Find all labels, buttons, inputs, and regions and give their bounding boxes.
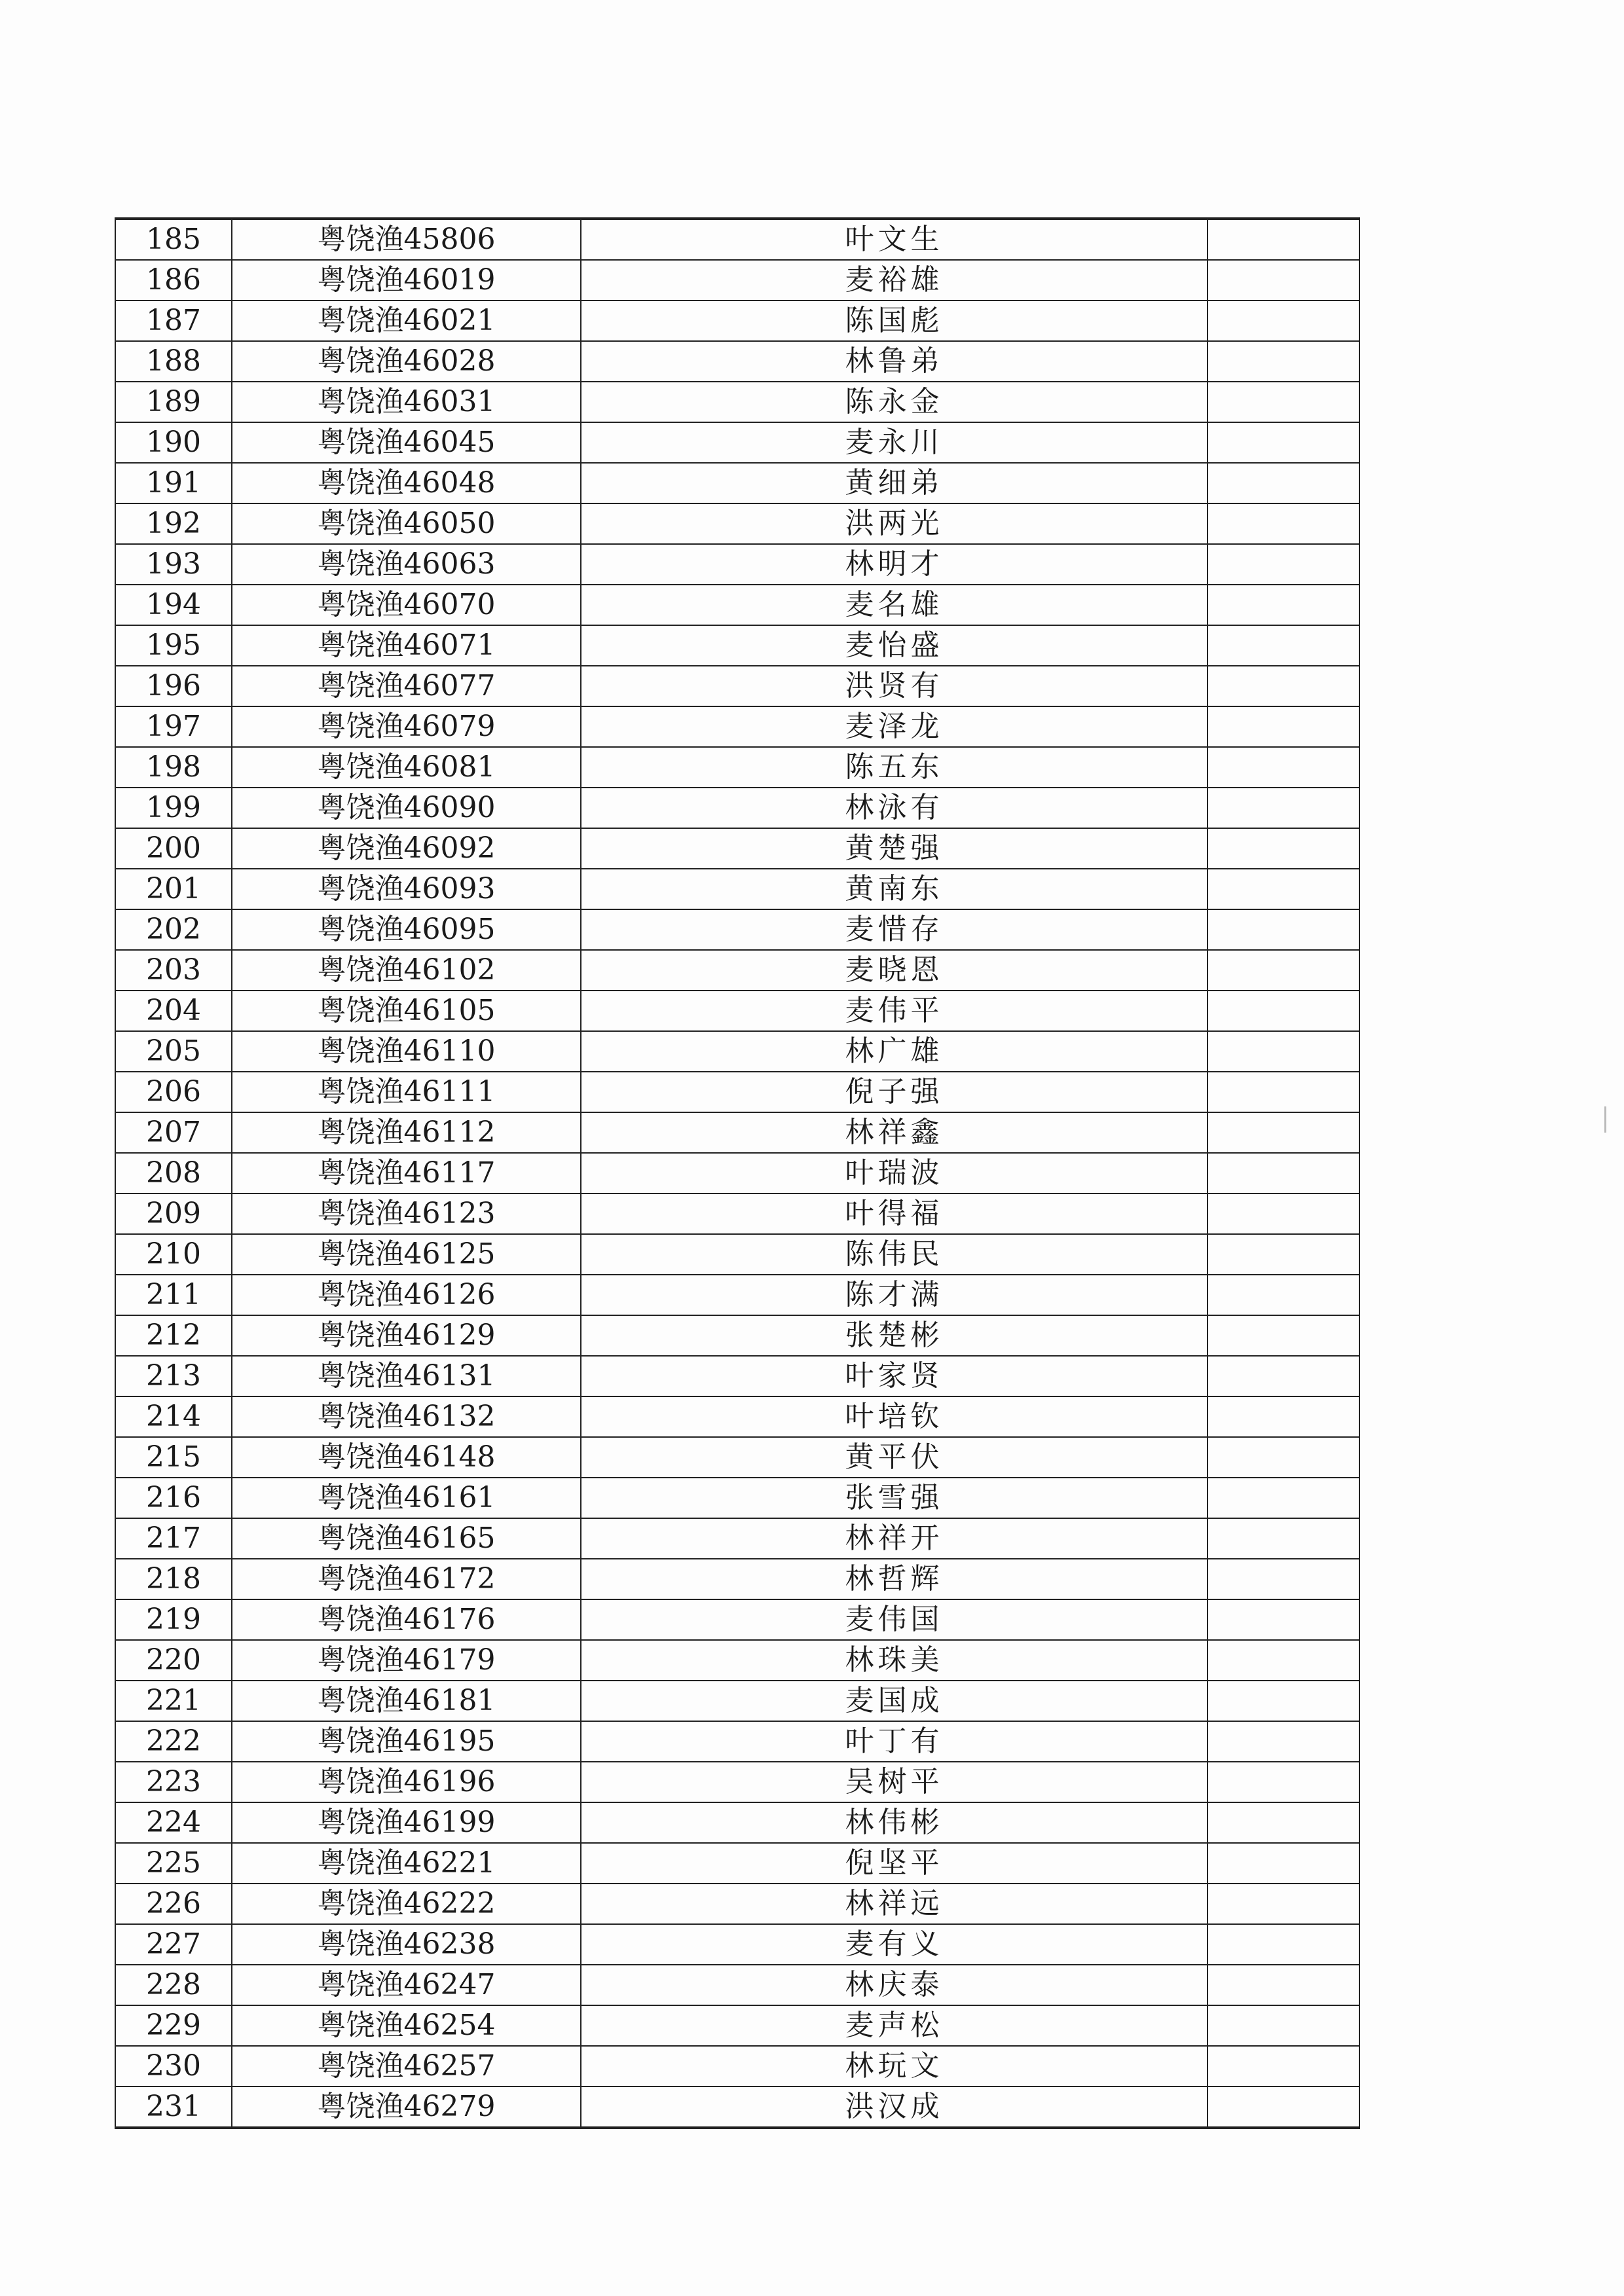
owner-name-text: 林泳有 — [845, 791, 944, 824]
seq-number-cell: 189 — [115, 382, 232, 422]
boat-number-cell: 粤饶渔46071 — [232, 625, 581, 666]
owner-name-cell — [581, 909, 1208, 950]
seq-number-cell: 205 — [115, 1031, 232, 1072]
owner-name-cell — [581, 1843, 1208, 1884]
owner-name-cell — [581, 869, 1208, 909]
remarks-cell — [1208, 1112, 1359, 1153]
seq-number-cell: 199 — [115, 788, 232, 828]
seq-number-cell: 193 — [115, 544, 232, 585]
seq-number-cell: 204 — [115, 991, 232, 1031]
owner-name-cell — [581, 1518, 1208, 1559]
owner-name-text: 黄南东 — [845, 872, 944, 905]
table-row — [115, 950, 1359, 991]
remarks-cell — [1208, 585, 1359, 625]
owner-name-cell — [581, 1194, 1208, 1234]
seq-number-cell: 196 — [115, 666, 232, 706]
remarks-cell — [1208, 1072, 1359, 1112]
table-row — [115, 503, 1359, 544]
owner-name-cell — [581, 1072, 1208, 1112]
table-row — [115, 1518, 1359, 1559]
owner-name-text: 黄楚强 — [845, 831, 944, 865]
owner-name-cell — [581, 1721, 1208, 1762]
owner-name-text: 张雪强 — [845, 1481, 944, 1514]
owner-name-text: 林明才 — [845, 547, 944, 581]
owner-name-text: 叶家贤 — [845, 1359, 944, 1393]
table-row — [115, 869, 1359, 909]
table-row — [115, 1112, 1359, 1153]
remarks-cell — [1208, 1315, 1359, 1356]
boat-number-cell: 粤饶渔46110 — [232, 1031, 581, 1072]
boat-number-cell: 粤饶渔46179 — [232, 1640, 581, 1681]
seq-number-cell: 231 — [115, 2086, 232, 2128]
owner-name-cell — [581, 422, 1208, 463]
remarks-cell — [1208, 260, 1359, 301]
seq-number-cell: 198 — [115, 747, 232, 788]
owner-name-text: 陈才满 — [845, 1278, 944, 1311]
boat-number-cell: 粤饶渔45806 — [232, 219, 581, 260]
scan-edge-mark — [1604, 1106, 1606, 1133]
boat-number-cell: 粤饶渔46131 — [232, 1356, 581, 1396]
remarks-cell — [1208, 1194, 1359, 1234]
owner-name-text: 麦晓恩 — [845, 953, 944, 987]
owner-name-text: 麦有义 — [845, 1927, 944, 1961]
owner-name-text: 麦伟平 — [845, 994, 944, 1027]
owner-name-text: 林鲁弟 — [845, 344, 944, 378]
seq-number-cell: 221 — [115, 1681, 232, 1721]
owner-name-cell — [581, 1031, 1208, 1072]
boat-number-cell: 粤饶渔46176 — [232, 1599, 581, 1640]
boat-number-cell: 粤饶渔46081 — [232, 747, 581, 788]
owner-name-text: 麦泽龙 — [845, 710, 944, 743]
owner-name-cell — [581, 1965, 1208, 2005]
remarks-cell — [1208, 788, 1359, 828]
boat-number-cell: 粤饶渔46095 — [232, 909, 581, 950]
owner-name-text: 林伟彬 — [845, 1806, 944, 1839]
table-row — [115, 1559, 1359, 1599]
boat-number-cell: 粤饶渔46126 — [232, 1275, 581, 1315]
owner-name-cell — [581, 1112, 1208, 1153]
owner-name-cell — [581, 544, 1208, 585]
remarks-cell — [1208, 1802, 1359, 1843]
table-row — [115, 585, 1359, 625]
table-row — [115, 991, 1359, 1031]
owner-name-cell — [581, 1153, 1208, 1194]
owner-name-cell — [581, 1762, 1208, 1802]
boat-number-cell: 粤饶渔46019 — [232, 260, 581, 301]
owner-name-text: 黄平伏 — [845, 1440, 944, 1474]
table-row — [115, 341, 1359, 382]
boat-number-cell: 粤饶渔46070 — [232, 585, 581, 625]
owner-name-text: 林祥鑫 — [845, 1116, 944, 1149]
remarks-cell — [1208, 747, 1359, 788]
owner-name-text: 张楚彬 — [845, 1319, 944, 1352]
fishing-boat-roster-table — [115, 217, 1360, 2129]
seq-number-cell: 213 — [115, 1356, 232, 1396]
boat-number-cell: 粤饶渔46077 — [232, 666, 581, 706]
owner-name-cell — [581, 1478, 1208, 1518]
boat-number-cell: 粤饶渔46031 — [232, 382, 581, 422]
seq-number-cell: 185 — [115, 219, 232, 260]
owner-name-cell — [581, 301, 1208, 341]
remarks-cell — [1208, 1681, 1359, 1721]
owner-name-cell — [581, 463, 1208, 503]
remarks-cell — [1208, 503, 1359, 544]
table-row — [115, 1599, 1359, 1640]
remarks-cell — [1208, 1356, 1359, 1396]
table-row — [115, 544, 1359, 585]
table-row — [115, 1965, 1359, 2005]
remarks-cell — [1208, 1478, 1359, 1518]
remarks-cell — [1208, 1031, 1359, 1072]
owner-name-text: 麦惜存 — [845, 913, 944, 946]
seq-number-cell: 214 — [115, 1396, 232, 1437]
seq-number-cell: 188 — [115, 341, 232, 382]
owner-name-cell — [581, 788, 1208, 828]
remarks-cell — [1208, 1275, 1359, 1315]
owner-name-cell — [581, 1681, 1208, 1721]
table-row — [115, 1356, 1359, 1396]
table-row — [115, 1924, 1359, 1965]
seq-number-cell: 228 — [115, 1965, 232, 2005]
boat-number-cell: 粤饶渔46172 — [232, 1559, 581, 1599]
table-row — [115, 1721, 1359, 1762]
seq-number-cell: 187 — [115, 301, 232, 341]
seq-number-cell: 226 — [115, 1884, 232, 1924]
table-row — [115, 1437, 1359, 1478]
remarks-cell — [1208, 1884, 1359, 1924]
boat-number-cell: 粤饶渔46181 — [232, 1681, 581, 1721]
seq-number-cell: 202 — [115, 909, 232, 950]
boat-number-cell: 粤饶渔46148 — [232, 1437, 581, 1478]
owner-name-cell — [581, 828, 1208, 869]
owner-name-text: 倪子强 — [845, 1075, 944, 1108]
remarks-cell — [1208, 625, 1359, 666]
seq-number-cell: 220 — [115, 1640, 232, 1681]
owner-name-cell — [581, 503, 1208, 544]
remarks-cell — [1208, 1640, 1359, 1681]
table-row — [115, 1843, 1359, 1884]
owner-name-cell — [581, 991, 1208, 1031]
owner-name-text: 陈永金 — [845, 385, 944, 418]
seq-number-cell: 194 — [115, 585, 232, 625]
seq-number-cell: 217 — [115, 1518, 232, 1559]
table-row — [115, 1072, 1359, 1112]
table-row — [115, 909, 1359, 950]
owner-name-cell — [581, 1924, 1208, 1965]
boat-number-cell: 粤饶渔46111 — [232, 1072, 581, 1112]
seq-number-cell: 230 — [115, 2046, 232, 2086]
table-row — [115, 260, 1359, 301]
table-row — [115, 788, 1359, 828]
owner-name-cell — [581, 2086, 1208, 2128]
owner-name-text: 麦名雄 — [845, 588, 944, 621]
remarks-cell — [1208, 909, 1359, 950]
remarks-cell — [1208, 382, 1359, 422]
table-row — [115, 1478, 1359, 1518]
seq-number-cell: 225 — [115, 1843, 232, 1884]
boat-number-cell: 粤饶渔46112 — [232, 1112, 581, 1153]
seq-number-cell: 190 — [115, 422, 232, 463]
table-row — [115, 301, 1359, 341]
remarks-cell — [1208, 2086, 1359, 2128]
seq-number-cell: 222 — [115, 1721, 232, 1762]
owner-name-text: 麦伟国 — [845, 1603, 944, 1636]
owner-name-cell — [581, 1559, 1208, 1599]
table-row — [115, 828, 1359, 869]
table-row — [115, 625, 1359, 666]
seq-number-cell: 197 — [115, 706, 232, 747]
owner-name-text: 洪两光 — [845, 507, 944, 540]
owner-name-text: 麦声松 — [845, 2009, 944, 2042]
table-row — [115, 1640, 1359, 1681]
remarks-cell — [1208, 301, 1359, 341]
boat-number-cell: 粤饶渔46063 — [232, 544, 581, 585]
boat-number-cell: 粤饶渔46090 — [232, 788, 581, 828]
seq-number-cell: 215 — [115, 1437, 232, 1478]
boat-number-cell: 粤饶渔46028 — [232, 341, 581, 382]
seq-number-cell: 186 — [115, 260, 232, 301]
boat-number-cell: 粤饶渔46125 — [232, 1234, 581, 1275]
seq-number-cell: 191 — [115, 463, 232, 503]
owner-name-cell — [581, 219, 1208, 260]
owner-name-cell — [581, 1315, 1208, 1356]
boat-number-cell: 粤饶渔46129 — [232, 1315, 581, 1356]
table-row — [115, 1315, 1359, 1356]
table-row — [115, 706, 1359, 747]
boat-number-cell: 粤饶渔46048 — [232, 463, 581, 503]
remarks-cell — [1208, 1965, 1359, 2005]
remarks-cell — [1208, 950, 1359, 991]
owner-name-cell — [581, 950, 1208, 991]
boat-number-cell: 粤饶渔46195 — [232, 1721, 581, 1762]
boat-number-cell: 粤饶渔46196 — [232, 1762, 581, 1802]
seq-number-cell: 210 — [115, 1234, 232, 1275]
boat-number-cell: 粤饶渔46117 — [232, 1153, 581, 1194]
owner-name-cell — [581, 585, 1208, 625]
owner-name-cell — [581, 1396, 1208, 1437]
owner-name-text: 吴树平 — [845, 1765, 944, 1798]
table-row — [115, 1275, 1359, 1315]
table-row — [115, 1194, 1359, 1234]
remarks-cell — [1208, 706, 1359, 747]
seq-number-cell: 219 — [115, 1599, 232, 1640]
owner-name-cell — [581, 382, 1208, 422]
owner-name-text: 叶瑞波 — [845, 1156, 944, 1190]
seq-number-cell: 223 — [115, 1762, 232, 1802]
owner-name-text: 倪坚平 — [845, 1846, 944, 1880]
remarks-cell — [1208, 1843, 1359, 1884]
boat-number-cell: 粤饶渔46257 — [232, 2046, 581, 2086]
owner-name-cell — [581, 341, 1208, 382]
owner-name-text: 麦怡盛 — [845, 629, 944, 662]
owner-name-text: 麦裕雄 — [845, 263, 944, 297]
remarks-cell — [1208, 422, 1359, 463]
seq-number-cell: 216 — [115, 1478, 232, 1518]
boat-number-cell: 粤饶渔46247 — [232, 1965, 581, 2005]
remarks-cell — [1208, 2005, 1359, 2046]
seq-number-cell: 201 — [115, 869, 232, 909]
seq-number-cell: 192 — [115, 503, 232, 544]
boat-number-cell: 粤饶渔46165 — [232, 1518, 581, 1559]
seq-number-cell: 224 — [115, 1802, 232, 1843]
roster-table-body — [115, 219, 1359, 2128]
boat-number-cell: 粤饶渔46093 — [232, 869, 581, 909]
table-row — [115, 747, 1359, 788]
owner-name-text: 林祥开 — [845, 1522, 944, 1555]
table-row — [115, 2046, 1359, 2086]
owner-name-cell — [581, 1599, 1208, 1640]
boat-number-cell: 粤饶渔46221 — [232, 1843, 581, 1884]
seq-number-cell: 200 — [115, 828, 232, 869]
remarks-cell — [1208, 2046, 1359, 2086]
table-row — [115, 1153, 1359, 1194]
table-row — [115, 1681, 1359, 1721]
remarks-cell — [1208, 991, 1359, 1031]
table-row — [115, 2086, 1359, 2128]
boat-number-cell: 粤饶渔46199 — [232, 1802, 581, 1843]
boat-number-cell: 粤饶渔46102 — [232, 950, 581, 991]
table-row — [115, 1234, 1359, 1275]
remarks-cell — [1208, 341, 1359, 382]
boat-number-cell: 粤饶渔46161 — [232, 1478, 581, 1518]
owner-name-cell — [581, 2046, 1208, 2086]
owner-name-cell — [581, 2005, 1208, 2046]
owner-name-cell — [581, 666, 1208, 706]
seq-number-cell: 207 — [115, 1112, 232, 1153]
boat-number-cell: 粤饶渔46079 — [232, 706, 581, 747]
owner-name-text: 林珠美 — [845, 1643, 944, 1677]
table-row — [115, 1884, 1359, 1924]
boat-number-cell: 粤饶渔46279 — [232, 2086, 581, 2128]
remarks-cell — [1208, 544, 1359, 585]
table-row — [115, 1762, 1359, 1802]
table-row — [115, 1802, 1359, 1843]
seq-number-cell: 206 — [115, 1072, 232, 1112]
owner-name-text: 陈五东 — [845, 750, 944, 784]
table-row — [115, 1396, 1359, 1437]
owner-name-text: 林祥远 — [845, 1887, 944, 1920]
boat-number-cell: 粤饶渔46222 — [232, 1884, 581, 1924]
table-row — [115, 666, 1359, 706]
boat-number-cell: 粤饶渔46045 — [232, 422, 581, 463]
remarks-cell — [1208, 1721, 1359, 1762]
owner-name-text: 林广雄 — [845, 1034, 944, 1068]
boat-number-cell: 粤饶渔46254 — [232, 2005, 581, 2046]
table-row — [115, 382, 1359, 422]
boat-number-cell: 粤饶渔46021 — [232, 301, 581, 341]
table-row — [115, 1031, 1359, 1072]
owner-name-cell — [581, 706, 1208, 747]
remarks-cell — [1208, 219, 1359, 260]
table-row — [115, 463, 1359, 503]
owner-name-cell — [581, 1356, 1208, 1396]
owner-name-text: 林庆泰 — [845, 1968, 944, 2001]
owner-name-cell — [581, 747, 1208, 788]
seq-number-cell: 218 — [115, 1559, 232, 1599]
owner-name-text: 叶培钦 — [845, 1400, 944, 1433]
boat-number-cell: 粤饶渔46132 — [232, 1396, 581, 1437]
owner-name-cell — [581, 1275, 1208, 1315]
owner-name-cell — [581, 1640, 1208, 1681]
remarks-cell — [1208, 1599, 1359, 1640]
remarks-cell — [1208, 1437, 1359, 1478]
owner-name-text: 叶得福 — [845, 1197, 944, 1230]
boat-number-cell: 粤饶渔46123 — [232, 1194, 581, 1234]
seq-number-cell: 229 — [115, 2005, 232, 2046]
seq-number-cell: 208 — [115, 1153, 232, 1194]
owner-name-text: 洪汉成 — [845, 2090, 944, 2123]
remarks-cell — [1208, 1396, 1359, 1437]
owner-name-text: 洪贤有 — [845, 669, 944, 702]
table-row — [115, 422, 1359, 463]
seq-number-cell: 227 — [115, 1924, 232, 1965]
owner-name-cell — [581, 260, 1208, 301]
remarks-cell — [1208, 463, 1359, 503]
owner-name-cell — [581, 1884, 1208, 1924]
boat-number-cell: 粤饶渔46238 — [232, 1924, 581, 1965]
seq-number-cell: 195 — [115, 625, 232, 666]
owner-name-text: 叶丁有 — [845, 1724, 944, 1758]
boat-number-cell: 粤饶渔46092 — [232, 828, 581, 869]
boat-number-cell: 粤饶渔46105 — [232, 991, 581, 1031]
seq-number-cell: 212 — [115, 1315, 232, 1356]
remarks-cell — [1208, 1762, 1359, 1802]
seq-number-cell: 209 — [115, 1194, 232, 1234]
owner-name-cell — [581, 1802, 1208, 1843]
owner-name-text: 林哲辉 — [845, 1562, 944, 1595]
owner-name-text: 麦国成 — [845, 1684, 944, 1717]
owner-name-cell — [581, 1437, 1208, 1478]
owner-name-text: 叶文生 — [845, 223, 944, 256]
table-row — [115, 219, 1359, 260]
remarks-cell — [1208, 666, 1359, 706]
remarks-cell — [1208, 1924, 1359, 1965]
table-row — [115, 2005, 1359, 2046]
remarks-cell — [1208, 1518, 1359, 1559]
owner-name-text: 林玩文 — [845, 2049, 944, 2083]
owner-name-cell — [581, 625, 1208, 666]
boat-number-cell: 粤饶渔46050 — [232, 503, 581, 544]
owner-name-text: 黄细弟 — [845, 466, 944, 500]
remarks-cell — [1208, 1153, 1359, 1194]
owner-name-cell — [581, 1234, 1208, 1275]
owner-name-text: 陈伟民 — [845, 1237, 944, 1271]
owner-name-text: 麦永川 — [845, 426, 944, 459]
remarks-cell — [1208, 869, 1359, 909]
seq-number-cell: 203 — [115, 950, 232, 991]
owner-name-text: 陈国彪 — [845, 304, 944, 337]
remarks-cell — [1208, 1234, 1359, 1275]
remarks-cell — [1208, 1559, 1359, 1599]
seq-number-cell: 211 — [115, 1275, 232, 1315]
remarks-cell — [1208, 828, 1359, 869]
